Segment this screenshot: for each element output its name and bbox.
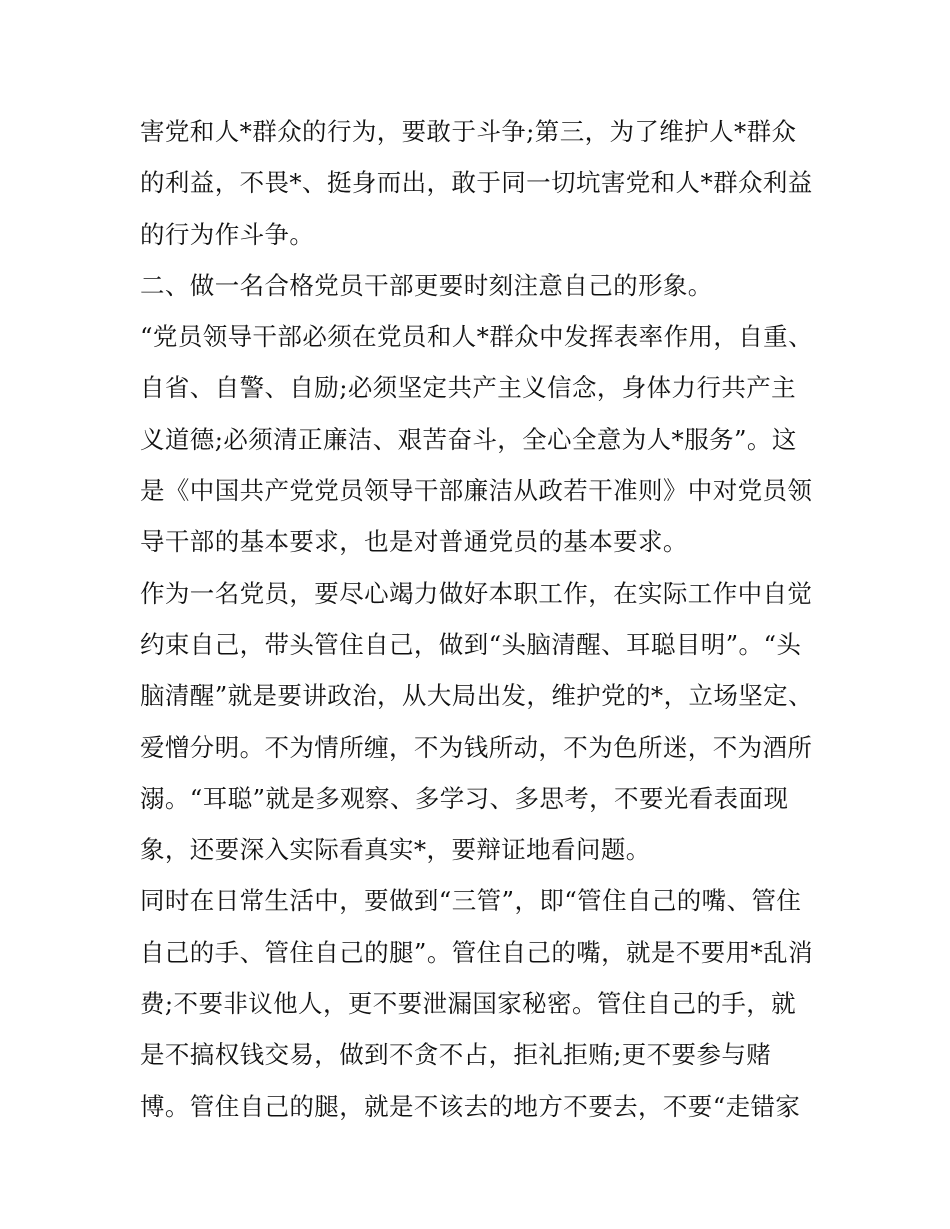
- text-line: 导干部的基本要求，也是对普通党员的基本要求。: [140, 527, 688, 557]
- text-line: 义道德;必须清正廉洁、艰苦奋斗，全心全意为人*服务”。这: [140, 424, 797, 454]
- text-line: 的行为作斗争。: [140, 219, 315, 249]
- text-line: 象，还要深入实际看真实*，要辩证地看问题。: [140, 835, 651, 865]
- text-line: 害党和人*群众的行为，要敢于斗争;第三，为了维护人*群众: [140, 117, 797, 146]
- document-body: [140, 106, 830, 1132]
- text-line: 自省、自警、自励;必须坚定共产主义信念，身体力行共产主: [140, 373, 797, 403]
- text-line: 是《中国共产党党员领导干部廉洁从政若干准则》中对党员领: [140, 476, 813, 506]
- text-line: 自己的手、管住自己的腿”。管住自己的嘴，就是不要用*乱消: [140, 937, 813, 967]
- text-line: 爱憎分明。不为情所缠，不为钱所动，不为色所迷，不为酒所: [140, 732, 813, 762]
- text-line: 同时在日常生活中，要做到“三管”，即“管住自己的嘴、管住: [140, 886, 802, 916]
- text-line: 费;不要非议他人，更不要泄漏国家秘密。管住自己的手，就: [140, 989, 797, 1019]
- text-line: 博。管住自己的腿，就是不该去的地方不要去，不要“走错家: [140, 1091, 801, 1121]
- text-line: 作为一名党员，要尽心竭力做好本职工作，在实际工作中自觉: [140, 578, 813, 608]
- text-line: 溺。“耳聪”就是多观察、多学习、多思考，不要光看表面现: [140, 783, 789, 813]
- text-line: 的利益，不畏*、挺身而出，敢于同一切坑害党和人*群众利益: [140, 168, 813, 198]
- text-line: 约束自己，带头管住自己，做到“头脑清醒、耳聪目明”。“头: [140, 629, 802, 659]
- text-line: 是不搞权钱交易，做到不贪不占，拒礼拒贿;更不要参与赌: [140, 1040, 772, 1070]
- section-heading: 二、做一名合格党员干部更要时刻注意自己的形象。: [140, 270, 713, 300]
- text-line: 脑清醒”就是要讲政治，从大局出发，维护党的*，立场坚定、: [140, 681, 813, 711]
- text-line: “党员领导干部必须在党员和人*群众中发挥表率作用，自重、: [140, 322, 813, 352]
